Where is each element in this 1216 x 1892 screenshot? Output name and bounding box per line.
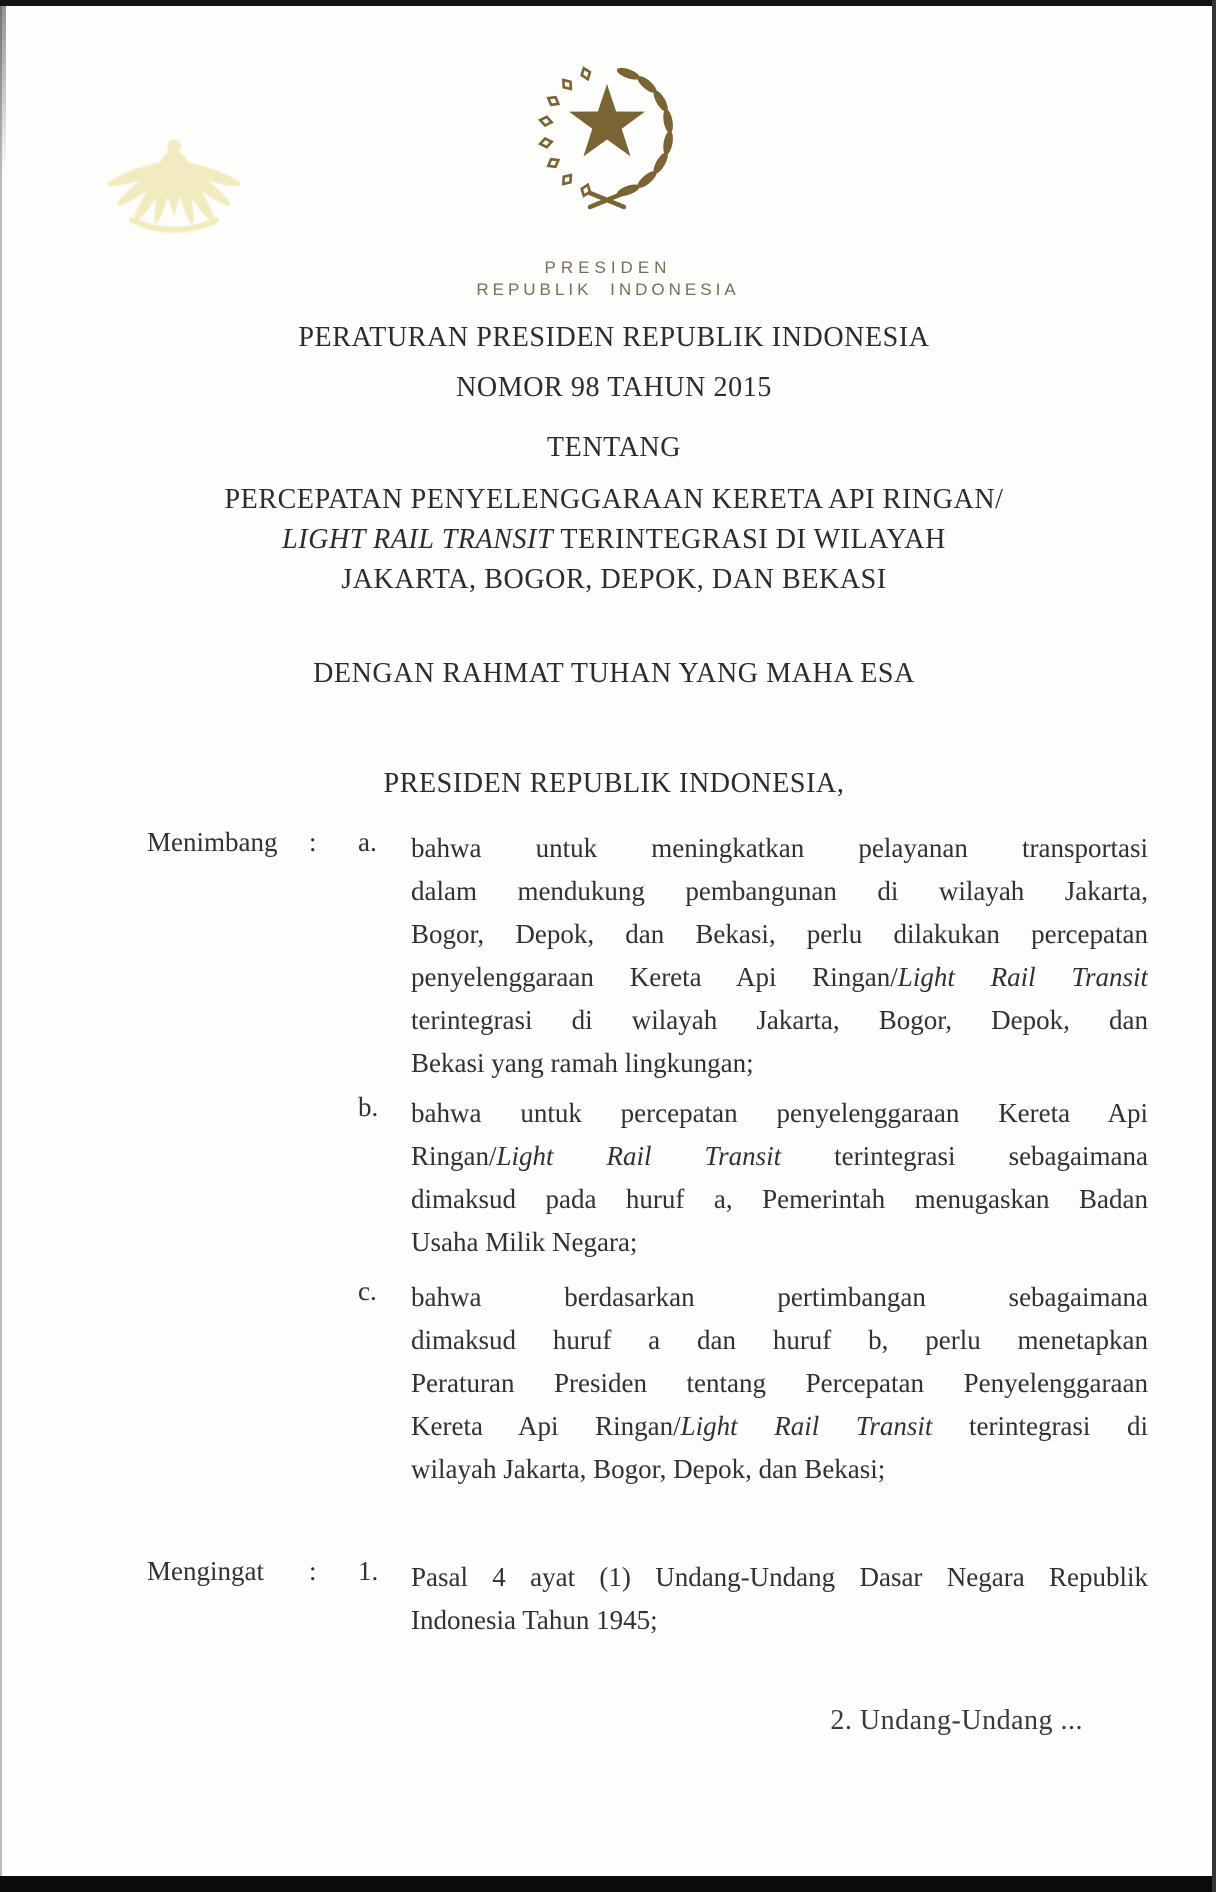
mengingat-label: Mengingat [147, 1556, 264, 1586]
scan-edge-top [0, 0, 1216, 6]
mengingat-item-1-marker: 1. [358, 1556, 379, 1586]
presidential-star-emblem-icon [521, 52, 693, 214]
mengingat-item-1 [411, 1556, 1148, 1642]
para-line: penyelenggaraan Kereta Api Ringan/Light Rail Transit [411, 962, 1148, 992]
garuda-watermark-icon [85, 66, 263, 250]
tentang-heading: TENTANG [546, 432, 682, 463]
para-line: Kereta Api Ringan/Light Rail Transit terintegrasi di [411, 1411, 1148, 1441]
para-line: dimaksud huruf a dan huruf b, perlu menetapkan [411, 1325, 1148, 1355]
menimbang-item-c [411, 1276, 1148, 1491]
para-line: terintegrasi di wilayah Jakarta, Bogor, Depok, dan [411, 1005, 1148, 1035]
para-line: wilayah Jakarta, Bogor, Depok, dan Bekasi; [411, 1454, 886, 1484]
para-line: Indonesia Tahun 1945; [411, 1605, 658, 1635]
menimbang-item-b-marker: b. [358, 1092, 379, 1122]
para-line: bahwa untuk meningkatkan pelayanan transportasi [411, 833, 1148, 863]
para-line: dalam mendukung pembangunan di wilayah Jakarta, [411, 876, 1148, 906]
letterhead-line-2: REPUBLIK INDONESIA [476, 280, 740, 299]
letterhead-line-1: PRESIDEN [544, 258, 672, 277]
menimbang-item-c-marker: c. [358, 1276, 377, 1306]
para-line: dimaksud pada huruf a, Pemerintah menugaskan Badan [411, 1184, 1148, 1214]
scan-edge-bottom [0, 1876, 1216, 1892]
subject-line-2 [12, 524, 1216, 556]
para-line: Pasal 4 ayat (1) Undang-Undang Dasar Negara Republik [411, 1562, 1148, 1592]
subject-line-1: PERCEPATAN PENYELENGGARAAN KERETA API RINGAN/ [224, 484, 1004, 515]
para-line: Peraturan Presiden tentang Percepatan Penyelenggaraan [411, 1368, 1148, 1398]
authority-line: PRESIDEN REPUBLIK INDONESIA, [383, 768, 845, 799]
regulation-number: NOMOR 98 TAHUN 2015 [456, 372, 772, 403]
regulation-title: PERATURAN PRESIDEN REPUBLIK INDONESIA [298, 322, 930, 353]
menimbang-item-a [411, 827, 1148, 1085]
para-line: Ringan/Light Rail Transit terintegrasi sebagaimana [411, 1141, 1148, 1171]
para-line: bahwa untuk percepatan penyelenggaraan Kereta Api [411, 1098, 1148, 1128]
mengingat-colon: : [309, 1556, 317, 1586]
para-line: Bogor, Depok, dan Bekasi, perlu dilakukan percepatan [411, 919, 1148, 949]
menimbang-colon: : [309, 827, 317, 857]
menimbang-item-b [411, 1092, 1148, 1264]
menimbang-label: Menimbang [147, 827, 278, 857]
subject-line-3: JAKARTA, BOGOR, DEPOK, DAN BEKASI [341, 564, 887, 595]
para-line: Bekasi yang ramah lingkungan; [411, 1048, 754, 1078]
para-line: bahwa berdasarkan pertimbangan sebagaimana [411, 1282, 1148, 1312]
scan-edge-left-smudge [0, 6, 6, 176]
invocation-line: DENGAN RAHMAT TUHAN YANG MAHA ESA [313, 658, 915, 689]
menimbang-item-a-marker: a. [358, 827, 377, 857]
para-line: Usaha Milik Negara; [411, 1227, 638, 1257]
catchword: 2. Undang-Undang ... [830, 1705, 1083, 1736]
subject-line-2-italic: LIGHT RAIL TRANSIT [282, 524, 554, 555]
subject-line-2-rest: TERINTEGRASI DI WILAYAH [553, 524, 946, 555]
